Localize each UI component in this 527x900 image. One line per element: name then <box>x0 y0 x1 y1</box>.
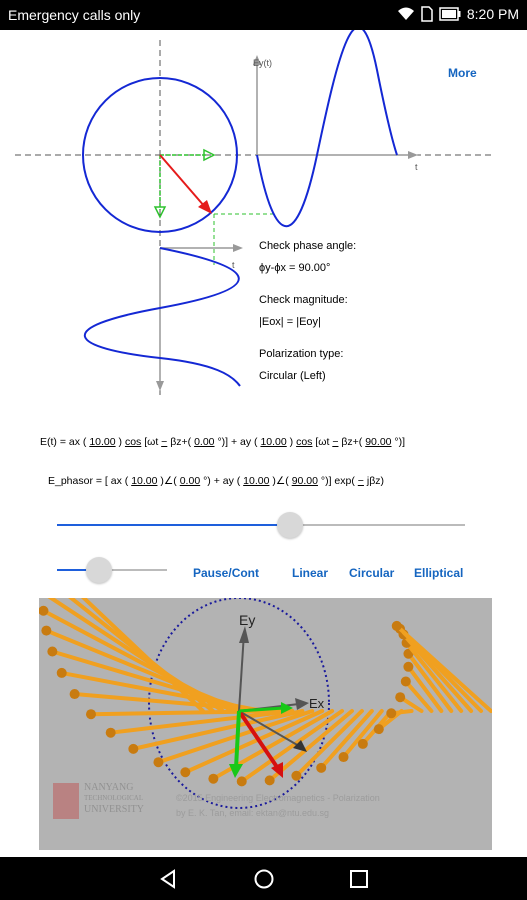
phase-y-field[interactable]: 90.00 <box>365 436 392 448</box>
more-button[interactable]: More <box>448 66 477 80</box>
ex-axis-arrow <box>295 698 309 710</box>
z-position-slider[interactable] <box>57 510 465 540</box>
magnitude-heading: Check magnitude: <box>259 294 348 306</box>
t-axis-label: t <box>415 162 418 172</box>
phase-value: ϕy-ϕx = 90.00° <box>259 262 331 274</box>
elliptical-button[interactable]: Elliptical <box>414 566 464 580</box>
e-field-arrow-shaft <box>406 681 432 711</box>
e-field-arrow-head <box>316 763 326 773</box>
ex-waveform <box>85 248 240 386</box>
phase-x-field[interactable]: 0.00 <box>194 436 215 448</box>
e-field-arrow-head <box>339 752 349 762</box>
e-field-arrow-head <box>153 757 163 767</box>
e-field-arrow-head <box>392 621 402 631</box>
e-field-arrow-head <box>41 626 51 636</box>
e-field-arrow-head <box>180 767 190 777</box>
phasor-phase-x-field[interactable]: 0.00 <box>179 475 201 487</box>
back-icon[interactable] <box>158 869 178 889</box>
ay-amplitude-field[interactable]: 10.00 <box>260 436 287 448</box>
e-field-arrow-head <box>401 676 411 686</box>
home-icon[interactable] <box>253 868 275 890</box>
e-field-arrow-head <box>395 692 405 702</box>
e-field-arrow-head <box>374 724 384 734</box>
battery-icon <box>439 7 461 21</box>
slider-thumb[interactable] <box>277 512 303 538</box>
e-field-arrow-head <box>403 662 413 672</box>
slider-track-filled <box>57 524 290 526</box>
speed-slider[interactable] <box>57 555 167 585</box>
e-field-arrow-head <box>128 744 138 754</box>
cos-text-x: cos <box>124 436 142 448</box>
e-field-arrow-head <box>47 647 57 657</box>
phase-heading: Check phase angle: <box>259 240 357 252</box>
e-field-arrow-head <box>386 708 396 718</box>
ex-3d-label: Ex <box>309 696 325 711</box>
sign-y-field[interactable]: − <box>332 436 339 448</box>
field-vector <box>160 155 205 207</box>
e-field-arrow-shaft <box>75 694 273 711</box>
navigation-bar <box>0 857 527 900</box>
magnitude-value: |Eox| = |Eoy| <box>259 316 321 328</box>
e-field-arrow-head <box>57 668 67 678</box>
recents-icon[interactable] <box>349 869 369 889</box>
ey-axis-label: Ey(t) <box>253 58 272 68</box>
e-field-arrow-head <box>237 776 247 786</box>
time-equation: E(t) = ax ( 10.00 ) cos [ωt − βz+( 0.00 °)] + ay ( 10.00 ) cos [ωt − βz+( 90.00 °)] <box>40 436 406 448</box>
e-field-arrow-head <box>208 774 218 784</box>
carrier-label: Emergency calls only <box>8 7 141 23</box>
phasor-equation: E_phasor = [ ax ( 10.00 )∠( 0.00 °) + ay ( 10.00 )∠( 90.00 °)] exp( − jβz) <box>48 475 384 487</box>
ntu-logo: NANYANG TECHNOLOGICAL UNIVERSITY <box>52 780 162 822</box>
ey-axis-arrow <box>239 626 249 643</box>
e-field-arrow-head <box>70 689 80 699</box>
ey-waveform <box>257 30 397 226</box>
phasor-ay-amplitude-field[interactable]: 10.00 <box>243 475 270 487</box>
status-bar <box>0 0 527 30</box>
credit-line-2: by E. K. Tan, email: ektan@ntu.edu.sg <box>176 808 330 818</box>
ex-axis-label: t <box>232 260 235 270</box>
e-field-arrow-head <box>86 709 96 719</box>
linear-button[interactable]: Linear <box>292 566 329 580</box>
sign-x-field[interactable]: − <box>161 436 168 448</box>
phasor-phase-y-field[interactable]: 90.00 <box>291 475 318 487</box>
polarization-heading: Polarization type: <box>259 348 344 360</box>
e-field-arrow-head <box>265 775 275 785</box>
cos-text-y: cos <box>296 436 313 448</box>
slider-track-empty <box>290 524 465 526</box>
circular-button[interactable]: Circular <box>349 566 395 580</box>
ey-3d-label: Ey <box>239 612 256 628</box>
phasor-sign-field[interactable]: − <box>357 475 364 487</box>
credit-line-1: ©2015 Engineering Electromagnetics - Polarization <box>176 793 380 803</box>
ax-amplitude-field[interactable]: 10.00 <box>89 436 116 448</box>
e-field-arrow-head <box>106 728 116 738</box>
wifi-icon <box>397 7 415 21</box>
pause-continue-button[interactable]: Pause/Cont <box>193 566 260 580</box>
clock: 8:20 PM <box>466 6 519 22</box>
sim-icon <box>421 6 433 22</box>
phasor-ax-amplitude-field[interactable]: 10.00 <box>131 475 158 487</box>
e-field-arrow-head <box>358 739 368 749</box>
polarization-value: Circular (Left) <box>259 370 326 382</box>
e-field-arrow-head <box>291 771 301 781</box>
slider-thumb[interactable] <box>86 557 112 583</box>
